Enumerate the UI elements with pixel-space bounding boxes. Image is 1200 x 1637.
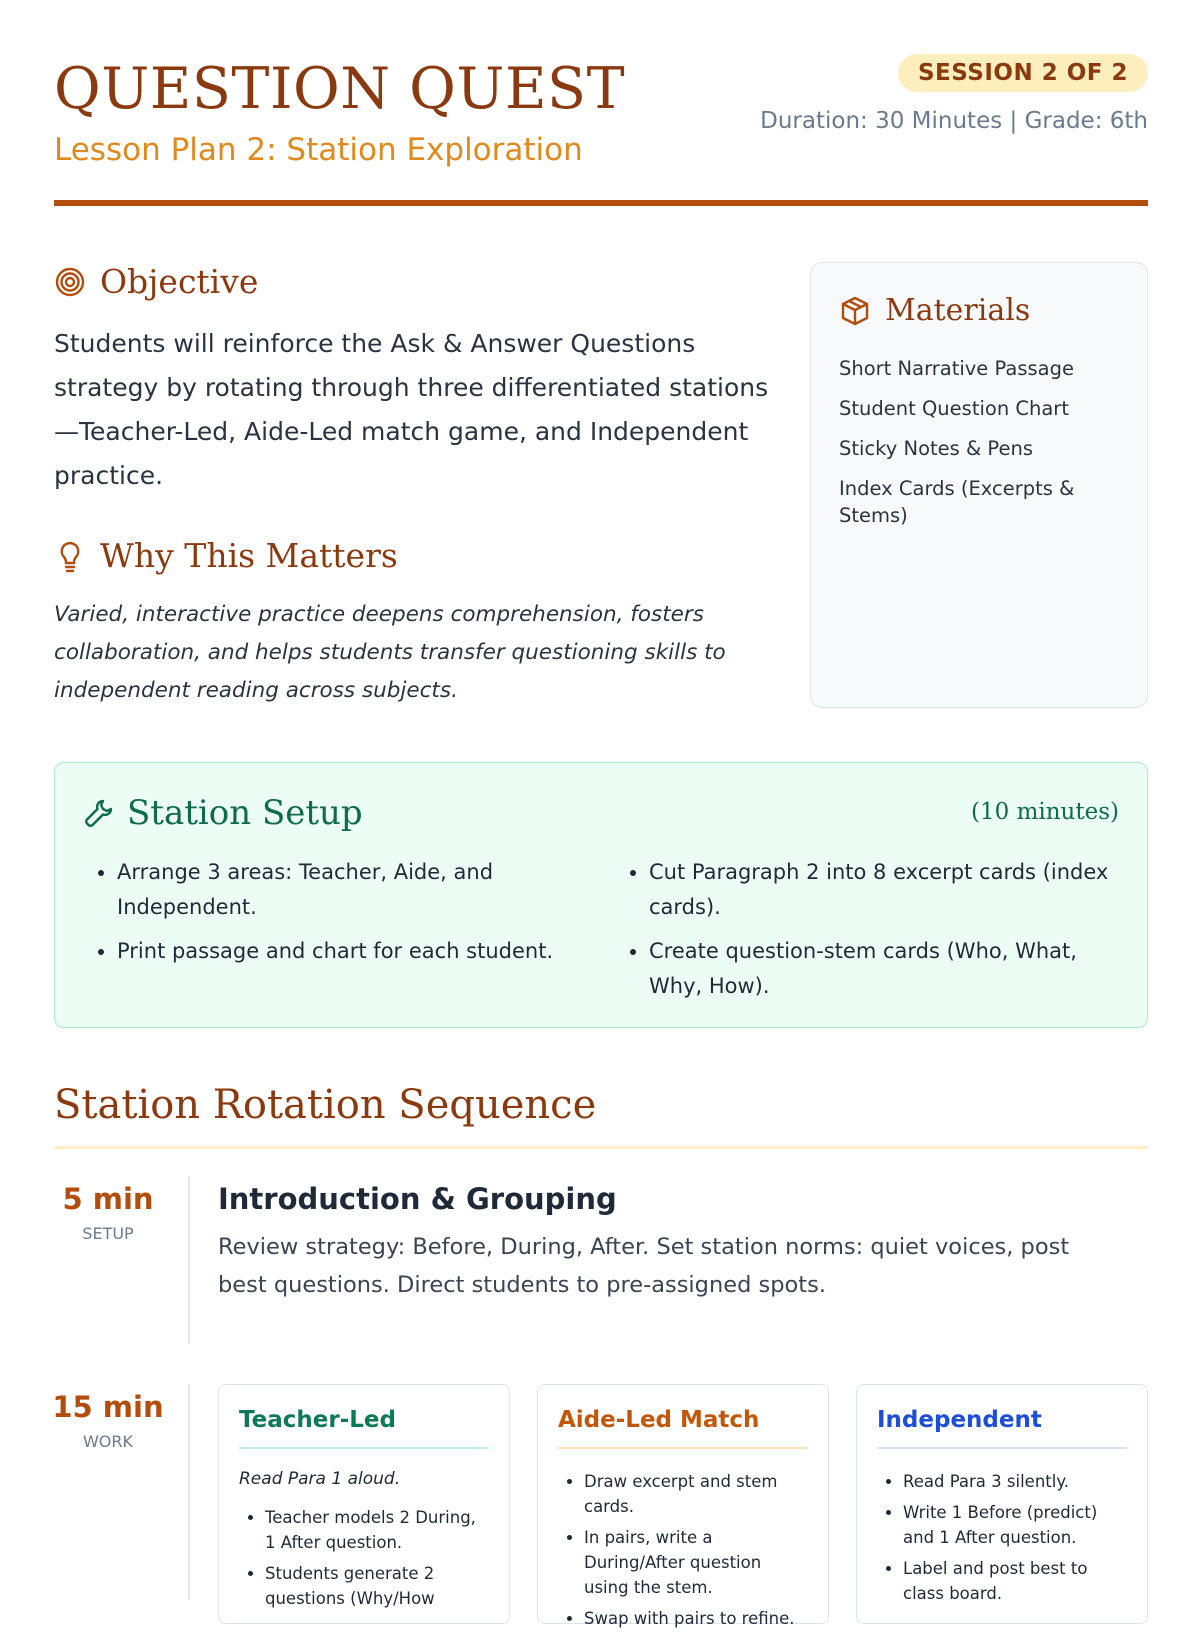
step-label: SETUP bbox=[82, 1224, 134, 1243]
step-duration: 5 min bbox=[62, 1182, 154, 1216]
step-intro-title: Introduction & Grouping bbox=[218, 1182, 617, 1216]
setup-item: • Arrange 3 areas: Teacher, Aide, and Independent. bbox=[117, 855, 577, 925]
card-divider bbox=[239, 1447, 489, 1449]
independent-card bbox=[856, 1384, 1148, 1624]
materials-heading bbox=[839, 293, 1030, 328]
package-icon bbox=[839, 295, 871, 327]
teacher-led-card bbox=[218, 1384, 510, 1624]
objective-heading bbox=[54, 262, 258, 301]
card-title: Teacher-Led bbox=[239, 1407, 396, 1433]
card-list bbox=[558, 1469, 810, 1637]
rotation-divider bbox=[54, 1146, 1148, 1149]
step-intro-time bbox=[38, 1182, 178, 1243]
objective-title: Objective bbox=[100, 262, 259, 301]
why-text: Varied, interactive practice deepens comprehension, fosters collaboration, and helps students transfer questioning skills to independent reading across subjects. bbox=[54, 602, 726, 703]
station-setup-panel bbox=[54, 762, 1148, 1028]
card-item: • Write 1 Before (predict) and 1 After question. bbox=[903, 1500, 1129, 1550]
setup-item: • Cut Paragraph 2 into 8 excerpt cards (index cards). bbox=[649, 855, 1109, 925]
card-item: • In pairs, write a During/After question using the stem. bbox=[584, 1525, 810, 1600]
header-divider bbox=[54, 200, 1148, 206]
setup-title: Station Setup bbox=[127, 793, 363, 833]
wrench-icon bbox=[83, 797, 115, 829]
why-title: Why This Matters bbox=[100, 536, 398, 575]
card-title: Independent bbox=[877, 1407, 1042, 1433]
target-icon bbox=[54, 266, 86, 298]
lightbulb-icon bbox=[54, 539, 86, 573]
timeline-line bbox=[188, 1384, 190, 1600]
objective-text: Students will reinforce the Ask & Answer Questions strategy by rotating through three differentiated stations—Teacher-Led, Aide-Led match game, and Independent practice. bbox=[54, 329, 769, 490]
card-title: Aide-Led Match bbox=[558, 1407, 760, 1433]
aide-led-card bbox=[537, 1384, 829, 1628]
card-item: • Teacher models 2 During, 1 After question. bbox=[265, 1505, 491, 1555]
card-divider bbox=[558, 1447, 808, 1449]
setup-list-left bbox=[87, 855, 577, 978]
card-list bbox=[877, 1469, 1129, 1612]
session-badge: SESSION 2 OF 2 bbox=[898, 54, 1148, 92]
card-item: • Draw excerpt and stem cards. bbox=[584, 1469, 810, 1519]
lesson-header bbox=[54, 52, 1148, 206]
card-item: • Students generate 2 questions (Why/How bbox=[265, 1561, 491, 1611]
card-intro: Read Para 1 aloud. bbox=[239, 1469, 401, 1489]
step-work-time bbox=[38, 1390, 178, 1451]
materials-item: Short Narrative Passage bbox=[839, 357, 1074, 380]
page-subtitle: Lesson Plan 2: Station Exploration bbox=[54, 132, 583, 168]
card-item: • Read Para 3 silently. bbox=[903, 1469, 1129, 1494]
card-item: • Label and post best to class board. bbox=[903, 1556, 1129, 1606]
materials-item: Student Question Chart bbox=[839, 397, 1069, 420]
card-item: • Swap with pairs to refine. bbox=[584, 1606, 810, 1631]
materials-item: Sticky Notes & Pens bbox=[839, 437, 1034, 460]
materials-item: Index Cards (Excerpts & Stems) bbox=[839, 477, 1075, 527]
why-heading bbox=[54, 536, 398, 575]
step-duration: 15 min bbox=[52, 1390, 164, 1424]
card-divider bbox=[877, 1447, 1127, 1449]
step-intro-description: Review strategy: Before, During, After. Set station norms: quiet voices, post best questions. Direct students to pre-assigned spots. bbox=[218, 1234, 1070, 1298]
setup-item: • Print passage and chart for each student. bbox=[117, 934, 577, 969]
materials-panel bbox=[810, 262, 1148, 708]
setup-item: • Create question-stem cards (Who, What, Why, How). bbox=[649, 934, 1109, 1004]
step-label: WORK bbox=[82, 1432, 134, 1451]
card-list bbox=[239, 1505, 491, 1617]
rotation-title: Station Rotation Sequence bbox=[54, 1082, 597, 1128]
setup-heading bbox=[83, 793, 363, 833]
page-title: QUESTION QUEST bbox=[54, 56, 626, 122]
materials-list bbox=[839, 355, 1129, 542]
lesson-meta: Duration: 30 Minutes | Grade: 6th bbox=[760, 108, 1148, 134]
timeline-line bbox=[188, 1176, 190, 1344]
setup-list-right bbox=[619, 855, 1109, 1013]
setup-duration: (10 minutes) bbox=[971, 799, 1119, 825]
materials-title: Materials bbox=[885, 293, 1031, 328]
